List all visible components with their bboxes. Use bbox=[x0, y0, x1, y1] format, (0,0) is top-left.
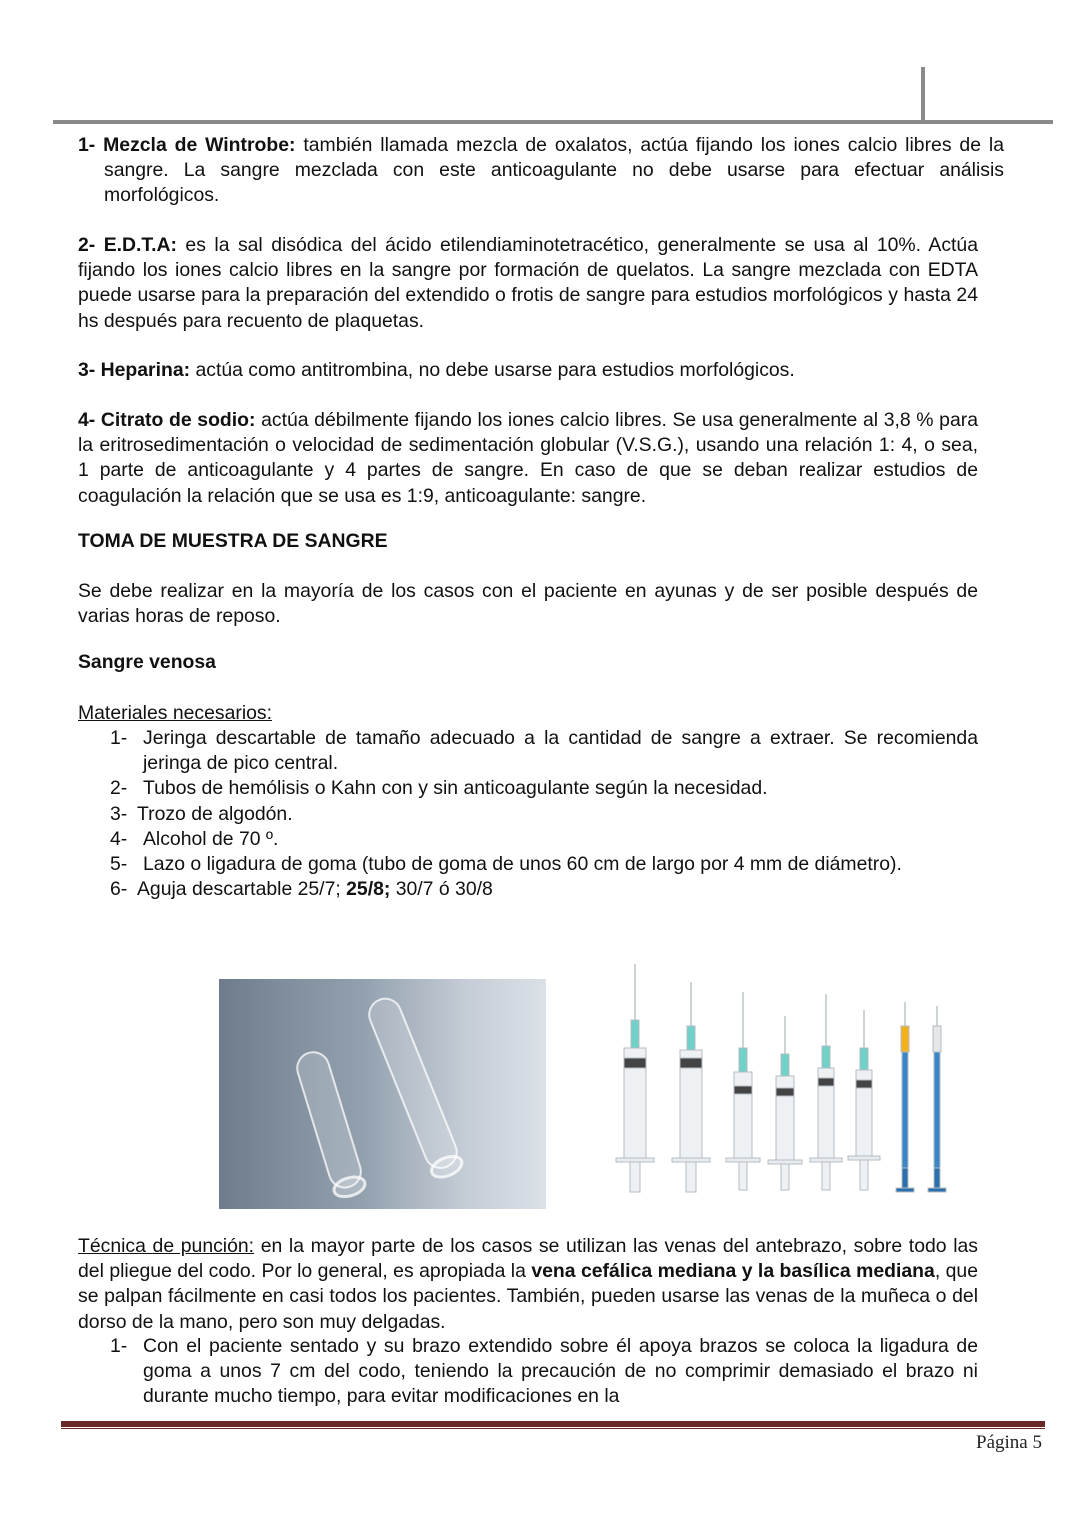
footer-rule-thin bbox=[61, 1428, 1045, 1429]
test-tubes-icon bbox=[219, 979, 546, 1209]
anticoagulant-text: es la sal disódica del ácido etilendiaminotetracético, generalmente se usa al 10%. Actúa fijando los iones calcio libres en la sangre por formación de quelatos. La sangre mezclada con EDTA puede usarse para la preparación del extendido o frotis de sangre para estudios morfológicos y hasta 24 hs después para recuento de plaquetas. bbox=[78, 234, 978, 332]
anticoagulant-text: actúa como antitrombina, no debe usarse para estudios morfológicos. bbox=[190, 359, 795, 381]
anticoagulant-text: actúa débilmente fijando los iones calcio libres. Se usa generalmente al 3,8 % para la eritrosedimentación o velocidad de sedimentación globular (V.S.G.), usando una relación 1: 4, o sea, 1 parte de anticoagulante y 4 partes de sangre. En caso de que se deban realizar estudios de coagulación la relación que se usa es 1:9, anticoagulante: sangre. bbox=[78, 409, 978, 507]
list-item: 1- Jeringa descartable de tamaño adecuado a la cantidad de sangre a extraer. Se recomienda jeringa de pico central. bbox=[110, 727, 978, 775]
section-intro: Se debe realizar en la mayoría de los casos con el paciente en ayunas y de ser posible después de varias horas de reposo. bbox=[78, 580, 978, 628]
header-rule-tick bbox=[921, 67, 925, 123]
list-item: 4- Alcohol de 70 º. bbox=[110, 827, 279, 850]
list-item: 1- Con el paciente sentado y su brazo extendido sobre él apoya brazos se coloca la ligadura de goma a unos 7 cm del codo, teniendo la precaución de no comprimir demasiado el brazo ni durante mucho tiempo, para evitar modificaciones en la bbox=[110, 1335, 978, 1408]
anticoagulant-text: también llamada mezcla de oxalatos, actúa fijando los iones calcio libres de la sangre. La sangre mezclada con este anticoagulante no debe usarse para efectuar análisis morfológicos. bbox=[104, 134, 1004, 207]
list-item: 6- Aguja descartable 25/7; 25/8; 30/7 ó 30/8 bbox=[110, 878, 493, 901]
anticoagulant-title: 2- E.D.T.A: bbox=[78, 234, 177, 256]
page-number: Página 5 bbox=[976, 1432, 1042, 1453]
anticoagulant-edta bbox=[78, 233, 978, 334]
list-item: 3- Trozo de algodón. bbox=[110, 802, 293, 825]
test-tubes-image bbox=[219, 979, 546, 1209]
materials-label: Materiales necesarios: bbox=[78, 702, 272, 724]
anticoagulant-citrato bbox=[78, 408, 978, 509]
section-subtitle: Sangre venosa bbox=[78, 651, 216, 673]
footer-rule bbox=[61, 1421, 1045, 1427]
anticoagulant-title: 1- Mezcla de Wintrobe: bbox=[78, 134, 296, 156]
technique-veins: vena cefálica mediana y la basílica mediana bbox=[531, 1260, 935, 1283]
syringes-image bbox=[600, 958, 960, 1213]
anticoagulant-wintrobe bbox=[78, 133, 1004, 209]
section-title: TOMA DE MUESTRA DE SANGRE bbox=[78, 530, 388, 552]
list-item: 2- Tubos de hemólisis o Kahn con y sin anticoagulante según la necesidad. bbox=[110, 777, 768, 800]
materials-list bbox=[110, 726, 978, 902]
anticoagulant-title: 3- Heparina: bbox=[78, 359, 191, 381]
technique-steps bbox=[110, 1334, 978, 1410]
anticoagulant-heparina bbox=[78, 358, 978, 383]
technique-paragraph: Técnica de punción: en la mayor parte de los casos se utilizan las venas del antebrazo, sobre todo las del pliegue del codo. Por lo general, es apropiada la vena cefálica mediana y la basílica mediana, que se palpan fácilmente en casi todos los pacientes. También, pueden usarse las venas de la muñeca o del dorso de la mano, pero son muy delgadas. bbox=[78, 1235, 978, 1333]
list-item: 5- Lazo o ligadura de goma (tubo de goma de unos 60 cm de largo por 4 mm de diámetro). bbox=[110, 853, 902, 876]
anticoagulant-title: 4- Citrato de sodio: bbox=[78, 409, 256, 431]
header-rule bbox=[53, 120, 1053, 124]
syringes-icon bbox=[600, 958, 960, 1213]
technique-label: Técnica de punción: bbox=[78, 1235, 255, 1257]
